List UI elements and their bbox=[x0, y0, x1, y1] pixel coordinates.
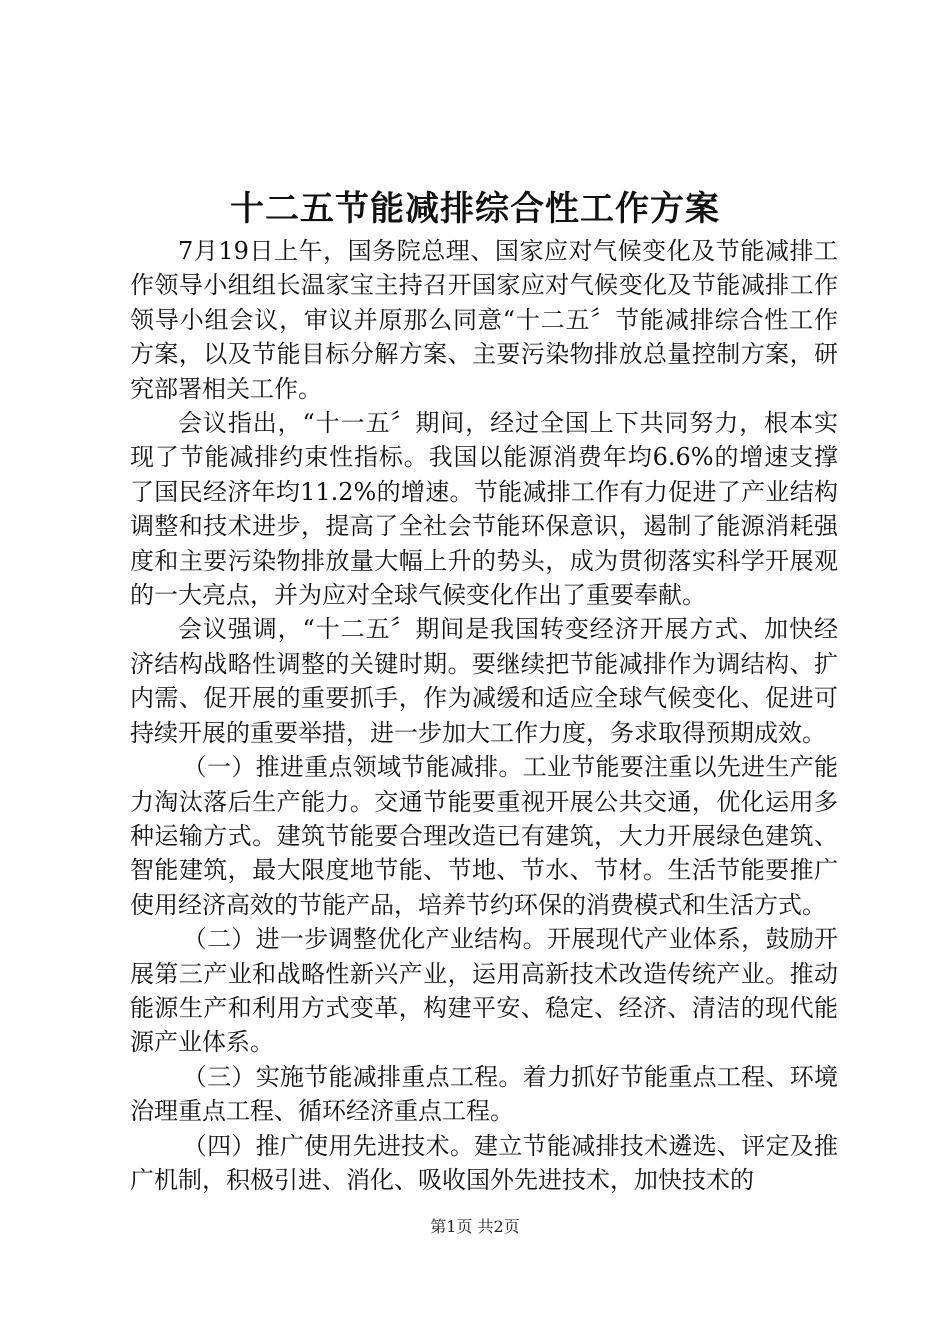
page-number-footer: 第1页 共2页 bbox=[430, 1217, 520, 1236]
document-title: 十二五节能减排综合性工作方案 bbox=[230, 189, 720, 229]
paragraph-item-4: （四）推广使用先进技术。建立节能减排技术遴选、评定及推广机制，积极引进、消化、吸收国外先进技术，加快技术的 bbox=[130, 1131, 838, 1194]
paragraph-item-1: （一）推进重点领域节能减排。工业节能要注重以先进生产能力淘汰落后生产能力。交通节能要重视开展公共交通，优化运用多种运输方式。建筑节能要合理改造已有建筑，大力开展绿色建筑、智能建筑，最大限度地节能、节地、节水、节材。生活节能要推广使用经济高效的节能产品，培养节约环保的消费模式和生活方式。 bbox=[130, 753, 838, 919]
paragraph-meeting-pointed-out: 会议指出，“十一五〞期间，经过全国上下共同努力，根本实现了节能减排约束性指标。我国以能源消费年均6.6%的增速支撑了国民经济年均11.2%的增速。节能减排工作有力促进了产业结构调整和技术进步，提高了全社会节能环保意识，遏制了能源消耗强度和主要污染物排放量大幅上升的势头，成为贯彻落实科学开展观的一大亮点，并为应对全球气候变化作出了重要奉献。 bbox=[130, 409, 838, 610]
paragraph-item-2: （二）进一步调整优化产业结构。开展现代产业体系，鼓励开展第三产业和战略性新兴产业，运用高新技术改造传统产业。推动能源生产和利用方式变革，构建平安、稳定、经济、清洁的现代能源产业体系。 bbox=[130, 925, 838, 1057]
paragraph-item-3: （三）实施节能减排重点工程。着力抓好节能重点工程、环境治理重点工程、循环经济重点工程。 bbox=[130, 1062, 838, 1126]
document-body bbox=[130, 234, 838, 1197]
paragraph-meeting-emphasized: 会议强调，“十二五〞期间是我国转变经济开展方式、加快经济结构战略性调整的关键时期。要继续把节能减排作为调结构、扩内需、促开展的重要抓手，作为减缓和适应全球气候变化、促进可持续开展的重要举措，进一步加大工作力度，务求取得预期成效。 bbox=[130, 615, 838, 747]
paragraph-intro: 7月19日上午，国务院总理、国家应对气候变化及节能减排工作领导小组组长温家宝主持召开国家应对气候变化及节能减排工作领导小组会议，审议并原那么同意“十二五〞节能减排综合性工作方案，以及节能目标分解方案、主要污染物排放总量控制方案，研究部署相关工作。 bbox=[130, 237, 838, 403]
